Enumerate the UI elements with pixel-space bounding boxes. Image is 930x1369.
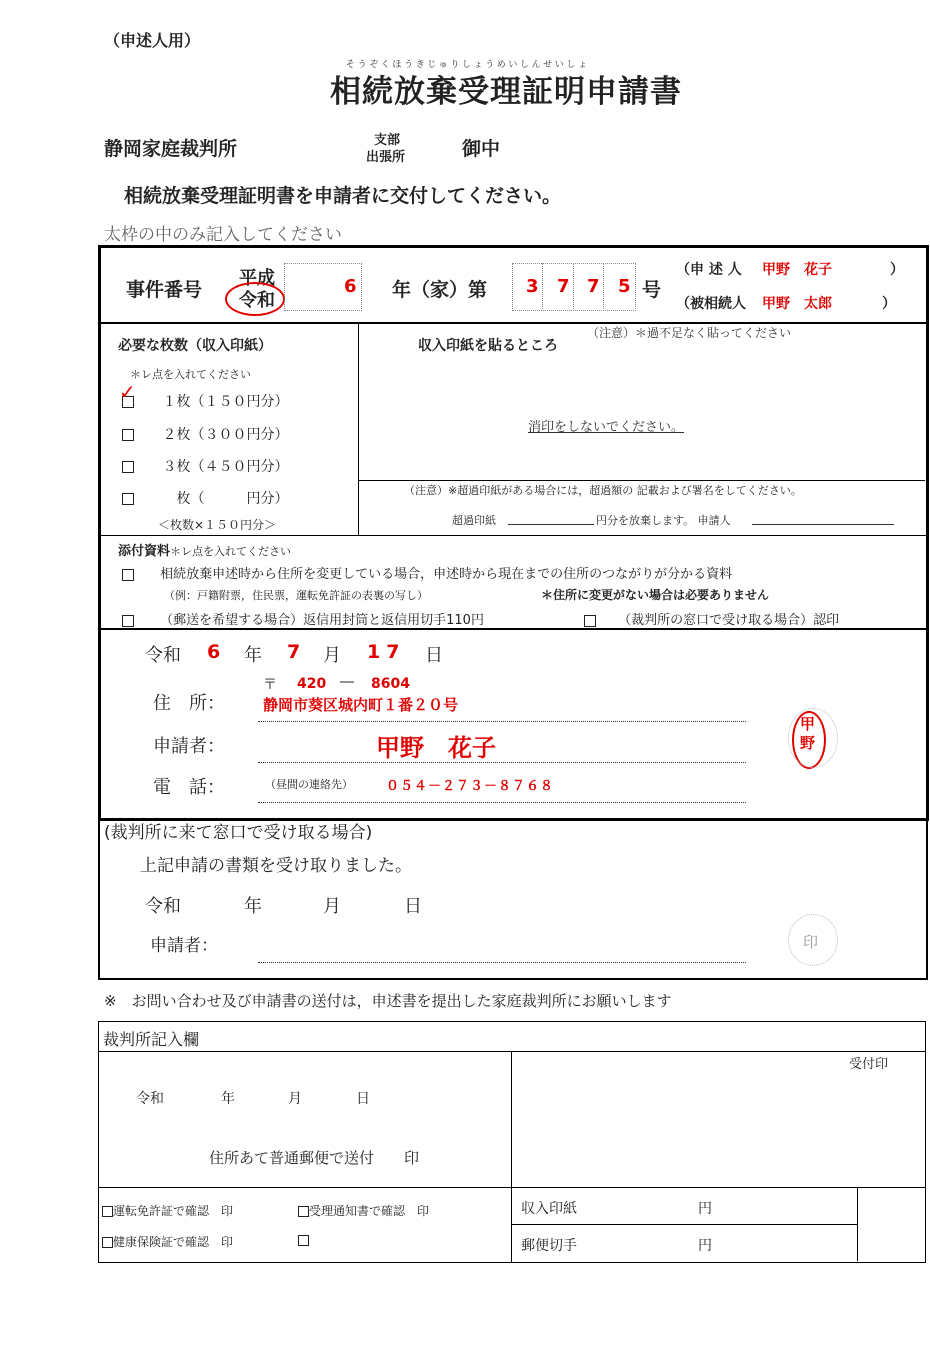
app-day: 17 xyxy=(367,641,406,663)
app-month: 7 xyxy=(287,641,301,663)
checkbox-2[interactable] xyxy=(122,429,134,441)
receipt-stamp-label: 受付印 xyxy=(849,1057,889,1072)
postage-label: 郵便切手 xyxy=(521,1238,577,1254)
postal-mark: 〒 xyxy=(263,677,277,693)
court-section-title: 裁判所記入欄 xyxy=(103,1030,200,1049)
era-old: 平成 xyxy=(239,268,275,289)
case-label: 事件番号 xyxy=(126,279,203,301)
applicant-label: （申 述 人 xyxy=(676,262,742,278)
seal-guide-circle xyxy=(788,708,838,768)
phone-label: 電 話： xyxy=(153,777,225,798)
check-insurance[interactable]: 健康保険証で確認 印 xyxy=(102,1233,233,1250)
case-year-label: 年（家）第 xyxy=(392,279,488,301)
check-notice[interactable]: 受理通知書で確認 印 xyxy=(298,1202,429,1219)
window-receipt-title: (裁判所に来て窓口で受け取る場合) xyxy=(104,823,373,843)
checkbox-3[interactable] xyxy=(122,461,134,473)
app-era: 令和 xyxy=(145,645,181,666)
applicant-sign-label: 申請者： xyxy=(153,736,225,757)
deceased-name: 甲野 太郎 xyxy=(762,296,832,312)
attachment-checkbox-3[interactable] xyxy=(584,615,596,627)
receipt-seal-label: 印 xyxy=(803,933,819,951)
copies-option-3[interactable]: ３枚（４５０円分） xyxy=(122,456,288,476)
address-label: 住 所： xyxy=(153,693,225,714)
receipt-applicant-label: 申請者： xyxy=(150,936,218,956)
checkbox-4[interactable] xyxy=(122,493,134,505)
title-ruby: そうぞくほうきじゅりしょうめいしんせいしょ xyxy=(346,60,590,70)
check-mark-icon: ✓ xyxy=(119,380,136,404)
app-year: 6 xyxy=(207,641,221,663)
attachment-item-1[interactable]: 相続放棄申述時から住所を変更している場合，申述時から現在までの住所のつながりが分かる資料 xyxy=(122,563,732,582)
case-digit-3: 7 xyxy=(587,276,600,297)
copies-title: 必要な枚数（収入印紙） xyxy=(118,338,272,354)
attachments-heading: 添付資料＊レ点を入れてください xyxy=(118,544,292,559)
excess-note: （注意）※超過印紙がある場合には，超過額の 記載および署名をしてください。 xyxy=(404,484,802,497)
applicant-sign-name: 甲野 花子 xyxy=(376,734,496,762)
attachment-item-2[interactable]: （郵送を希望する場合）返信用封筒と返信用切手110円 xyxy=(122,609,484,628)
page-title: 相続放棄受理証明申請書 xyxy=(330,74,682,110)
case-digit-2: 7 xyxy=(557,276,570,297)
excess-text: 円分を放棄します。 申請人 xyxy=(596,514,731,527)
era-new: 令和 xyxy=(239,290,275,311)
attachment-note: ＊住所に変更がない場合は必要ありません xyxy=(541,588,770,602)
fill-instruction: 太枠の中のみ記入してください xyxy=(104,225,342,245)
revenue-unit: 円 xyxy=(698,1201,712,1217)
copies-option-2[interactable]: ２枚（３００円分） xyxy=(122,424,288,444)
case-digit-1: 3 xyxy=(526,276,539,297)
postage-unit: 円 xyxy=(698,1238,712,1254)
revenue-label: 収入印紙 xyxy=(521,1201,577,1217)
court-honorific: 御中 xyxy=(462,138,501,160)
attachment-checkbox-1[interactable] xyxy=(122,569,134,581)
seal-text: 甲野 xyxy=(800,715,816,752)
postal-code-1: 420 xyxy=(297,676,327,692)
request-sentence: 相続放棄受理証明書を申請者に交付してください。 xyxy=(124,185,562,207)
phone-value: ０５４－２７３－８７６８ xyxy=(386,779,555,794)
case-number-suffix: 号 xyxy=(642,279,662,301)
check-blank[interactable] xyxy=(298,1233,309,1247)
applicant-name: 甲野 花子 xyxy=(762,262,832,278)
copies-hint: ＊レ点を入れてください xyxy=(130,368,251,381)
window-receipt-sentence: 上記申請の書類を受け取りました。 xyxy=(140,856,412,876)
stamp-note-top: （注意）＊過不足なく貼ってください xyxy=(587,326,792,340)
attachment-example: （例：戸籍附票，住民票，運転免許証の表裏の写し） xyxy=(164,589,428,602)
copies-option-1[interactable]: １枚（１５０円分） xyxy=(122,391,288,411)
court-section-frame xyxy=(98,1021,926,1263)
phone-note: （昼間の連絡先） xyxy=(265,778,353,791)
case-digit-4: 5 xyxy=(618,276,631,297)
no-cancel-note: 消印をしないでください。 xyxy=(528,420,685,435)
court-name: 静岡家庭裁判所 xyxy=(104,138,238,160)
postal-code-2: 8604 xyxy=(371,676,410,692)
attachment-item-3[interactable]: （裁判所の窓口で受け取る場合）認印 xyxy=(584,609,839,628)
stamp-area-title: 収入印紙を貼るところ xyxy=(418,338,558,354)
copies-option-4[interactable]: 枚（ 円分） xyxy=(122,488,288,508)
case-year-value: 6 xyxy=(344,276,357,297)
excess-label: 超過印紙 xyxy=(452,514,496,527)
usage-tag: （申述人用） xyxy=(104,31,201,50)
mail-line: 住所あて普通郵便で送付 印 xyxy=(209,1149,420,1167)
era-circle xyxy=(225,282,285,316)
court-office: 出張所 xyxy=(366,150,406,165)
court-branch: 支部 xyxy=(374,133,401,148)
footnote: ※ お問い合わせ及び申請書の送付は，申述書を提出した家庭裁判所にお願いします xyxy=(104,992,672,1010)
attachment-checkbox-2[interactable] xyxy=(122,615,134,627)
check-license[interactable]: 運転免許証で確認 印 xyxy=(102,1202,233,1219)
deceased-label: （被相続人 xyxy=(676,296,746,312)
address-value: 静岡市葵区城内町１番２０号 xyxy=(263,696,459,714)
copies-formula: ＜枚数×１５０円分＞ xyxy=(158,518,277,532)
